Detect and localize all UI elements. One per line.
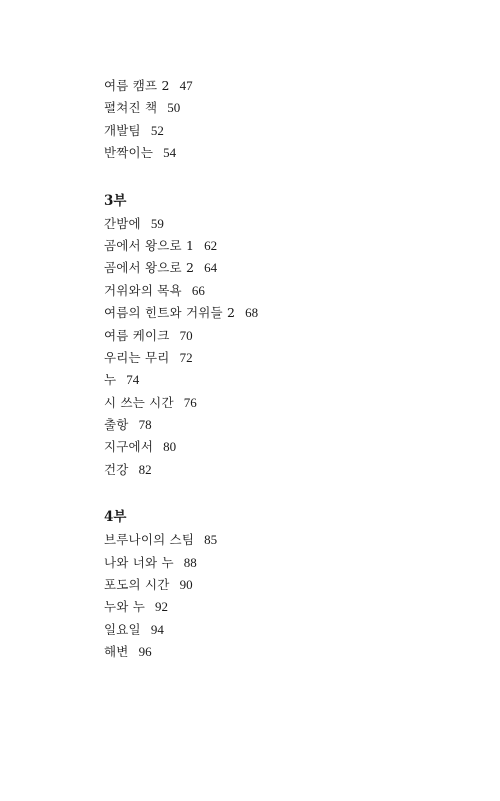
toc-entry-title: 여름의 힌트와 거위들 2 (104, 305, 236, 321)
toc-entry[interactable] (104, 120, 464, 142)
toc-entry[interactable] (104, 436, 464, 458)
toc-entry[interactable] (104, 574, 464, 596)
toc-intro-group (104, 75, 464, 165)
toc-entry[interactable] (104, 257, 464, 279)
toc-entry-page: 66 (191, 282, 205, 298)
toc-entry[interactable] (104, 97, 464, 119)
toc-section-part-3 (104, 189, 464, 482)
toc-entry[interactable] (104, 641, 464, 663)
toc-entry-page: 59 (150, 215, 164, 231)
toc-entry-title: 시 쓰는 시간 (104, 394, 174, 410)
toc-entry-title: 브루나이의 스팀 (104, 532, 195, 548)
toc-entry-title: 여름 캠프 2 (104, 78, 170, 93)
toc-entry-title: 누와 누 (104, 599, 145, 615)
toc-entry-page: 78 (138, 417, 152, 433)
toc-entry-page: 88 (183, 554, 197, 570)
toc-entry-page: 96 (138, 644, 152, 660)
toc-entry-title: 포도의 시간 (104, 577, 170, 593)
toc-entry-page: 82 (138, 461, 152, 477)
toc-entry-title: 나와 너와 누 (104, 554, 174, 570)
toc-entry-page: 70 (179, 327, 193, 343)
toc-entry-page: 94 (150, 621, 164, 637)
toc-entry[interactable] (104, 142, 464, 164)
toc-entry-page: 52 (150, 122, 164, 138)
toc-entry[interactable] (104, 552, 464, 574)
toc-entry-title: 곰에서 왕으로 2 (104, 260, 195, 276)
toc-entry[interactable] (104, 414, 464, 436)
toc-entry-page: 80 (163, 439, 177, 455)
toc-entry-title: 지구에서 (104, 439, 154, 455)
toc-entry[interactable] (104, 347, 464, 369)
toc-entry-title: 우리는 무리 (104, 349, 170, 365)
toc-entry[interactable] (104, 459, 464, 481)
toc-entry[interactable] (104, 302, 464, 324)
section-heading: 3부 (104, 192, 127, 209)
toc-entry-title: 출항 (104, 417, 129, 433)
toc-entry-page: 72 (179, 349, 193, 365)
section-heading: 4부 (104, 509, 127, 526)
toc-entry[interactable] (104, 235, 464, 257)
toc-entry-page: 54 (163, 145, 177, 161)
toc-entry-title: 여름 케이크 (104, 327, 170, 343)
toc-entry-page: 74 (126, 372, 140, 388)
toc-entry[interactable] (104, 280, 464, 302)
table-of-contents (104, 75, 464, 664)
toc-entry[interactable] (104, 392, 464, 414)
toc-entry-title: 해변 (104, 644, 129, 660)
toc-entry-page: 68 (245, 305, 259, 321)
toc-entry[interactable] (104, 619, 464, 641)
toc-entry[interactable] (104, 325, 464, 347)
toc-entry-title: 일요일 (104, 621, 141, 637)
toc-section-part-4 (104, 505, 464, 663)
toc-entry-title: 간밤에 (104, 215, 141, 231)
toc-entry[interactable] (104, 75, 464, 97)
toc-entry[interactable] (104, 596, 464, 618)
toc-entry-page: 76 (183, 394, 197, 410)
toc-entry-page: 64 (204, 260, 218, 276)
toc-entry-title: 누 (104, 372, 117, 388)
toc-entry-page: 47 (179, 78, 193, 93)
toc-entry-title: 반짝이는 (104, 145, 154, 161)
toc-entry[interactable] (104, 213, 464, 235)
toc-entry-page: 50 (167, 100, 181, 116)
toc-entry-page: 62 (204, 237, 218, 253)
toc-entry[interactable] (104, 529, 464, 551)
toc-entry-page: 85 (204, 532, 218, 548)
toc-entry-title: 곰에서 왕으로 1 (104, 237, 195, 253)
toc-entry-title: 건강 (104, 461, 129, 477)
toc-entry[interactable] (104, 369, 464, 391)
toc-entry-title: 거위와의 목욕 (104, 282, 182, 298)
toc-entry-page: 90 (179, 577, 193, 593)
toc-entry-page: 92 (155, 599, 168, 615)
toc-entry-title: 펼쳐진 책 (104, 100, 158, 116)
toc-entry-title: 개발팀 (104, 122, 141, 138)
